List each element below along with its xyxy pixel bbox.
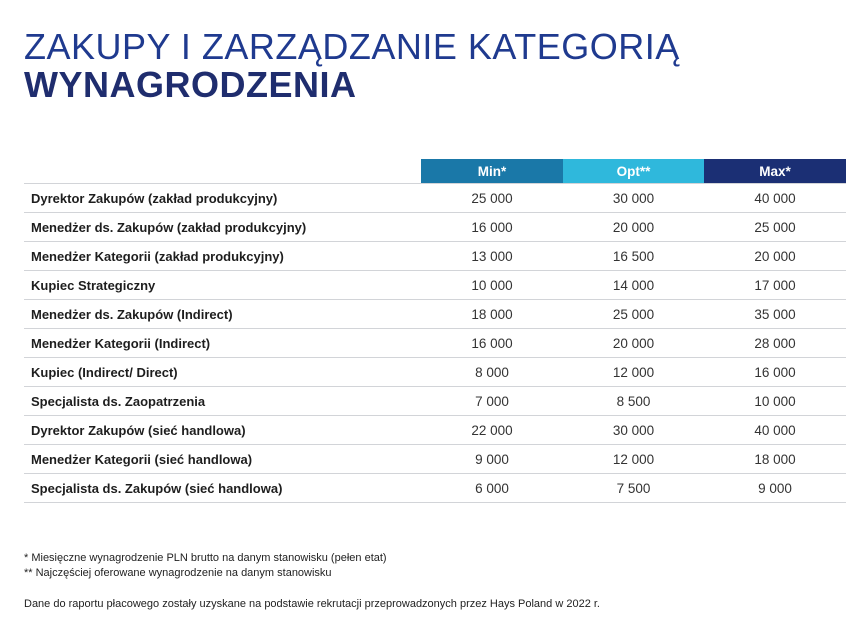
max-salary-cell: 40 000 <box>704 416 846 445</box>
table-row <box>24 213 846 242</box>
position-cell: Menedżer ds. Zakupów (Indirect) <box>24 300 421 329</box>
max-salary-cell: 40 000 <box>704 184 846 213</box>
min-salary-cell: 6 000 <box>421 474 563 503</box>
min-salary-cell: 8 000 <box>421 358 563 387</box>
opt-salary-cell: 12 000 <box>563 445 704 474</box>
position-cell: Menedżer ds. Zakupów (zakład produkcyjny) <box>24 213 421 242</box>
position-cell: Menedżer Kategorii (zakład produkcyjny) <box>24 242 421 271</box>
max-salary-cell: 35 000 <box>704 300 846 329</box>
max-salary-cell: 16 000 <box>704 358 846 387</box>
opt-salary-cell: 16 500 <box>563 242 704 271</box>
opt-salary-cell: 20 000 <box>563 213 704 242</box>
min-salary-cell: 18 000 <box>421 300 563 329</box>
table-row <box>24 387 846 416</box>
opt-salary-cell: 25 000 <box>563 300 704 329</box>
min-salary-cell: 25 000 <box>421 184 563 213</box>
table-row <box>24 358 846 387</box>
max-column-header: Max* <box>704 159 846 184</box>
table-row <box>24 300 846 329</box>
opt-salary-cell: 12 000 <box>563 358 704 387</box>
max-salary-cell: 28 000 <box>704 329 846 358</box>
min-salary-cell: 16 000 <box>421 213 563 242</box>
max-salary-cell: 17 000 <box>704 271 846 300</box>
position-cell: Specjalista ds. Zaopatrzenia <box>24 387 421 416</box>
min-salary-cell: 22 000 <box>421 416 563 445</box>
table-row <box>24 271 846 300</box>
min-salary-cell: 10 000 <box>421 271 563 300</box>
footnote-most-offered: ** Najczęściej oferowane wynagrodzenie na danym stanowisku <box>24 567 332 579</box>
opt-salary-cell: 30 000 <box>563 184 704 213</box>
opt-column-header: Opt** <box>563 159 704 184</box>
table-row <box>24 329 846 358</box>
position-cell: Kupiec (Indirect/ Direct) <box>24 358 421 387</box>
position-cell: Dyrektor Zakupów (zakład produkcyjny) <box>24 184 421 213</box>
position-cell: Specjalista ds. Zakupów (sieć handlowa) <box>24 474 421 503</box>
position-cell: Dyrektor Zakupów (sieć handlowa) <box>24 416 421 445</box>
position-column-header <box>24 159 421 184</box>
table-row <box>24 474 846 503</box>
table-row <box>24 445 846 474</box>
salary-table <box>24 159 846 503</box>
opt-salary-cell: 8 500 <box>563 387 704 416</box>
opt-salary-cell: 30 000 <box>563 416 704 445</box>
max-salary-cell: 18 000 <box>704 445 846 474</box>
min-salary-cell: 9 000 <box>421 445 563 474</box>
max-salary-cell: 10 000 <box>704 387 846 416</box>
footnote-monthly-salary: * Miesięczne wynagrodzenie PLN brutto na danym stanowisku (pełen etat) <box>24 552 387 564</box>
min-salary-cell: 7 000 <box>421 387 563 416</box>
salary-table-body <box>24 184 846 503</box>
table-row <box>24 184 846 213</box>
position-cell: Menedżer Kategorii (sieć handlowa) <box>24 445 421 474</box>
opt-salary-cell: 14 000 <box>563 271 704 300</box>
table-row <box>24 242 846 271</box>
opt-salary-cell: 20 000 <box>563 329 704 358</box>
position-cell: Menedżer Kategorii (Indirect) <box>24 329 421 358</box>
page-subtitle: WYNAGRODZENIA <box>24 64 357 105</box>
min-salary-cell: 13 000 <box>421 242 563 271</box>
table-header-row <box>24 159 846 184</box>
min-salary-cell: 16 000 <box>421 329 563 358</box>
source-note: Dane do raportu płacowego zostały uzyskane na podstawie rekrutacji przeprowadzonych przez Hays Poland w 2022 r. <box>24 598 600 610</box>
max-salary-cell: 20 000 <box>704 242 846 271</box>
table-row <box>24 416 846 445</box>
page-title: ZAKUPY I ZARZĄDZANIE KATEGORIĄ <box>24 26 680 67</box>
opt-salary-cell: 7 500 <box>563 474 704 503</box>
position-cell: Kupiec Strategiczny <box>24 271 421 300</box>
max-salary-cell: 9 000 <box>704 474 846 503</box>
max-salary-cell: 25 000 <box>704 213 846 242</box>
min-column-header: Min* <box>421 159 563 184</box>
